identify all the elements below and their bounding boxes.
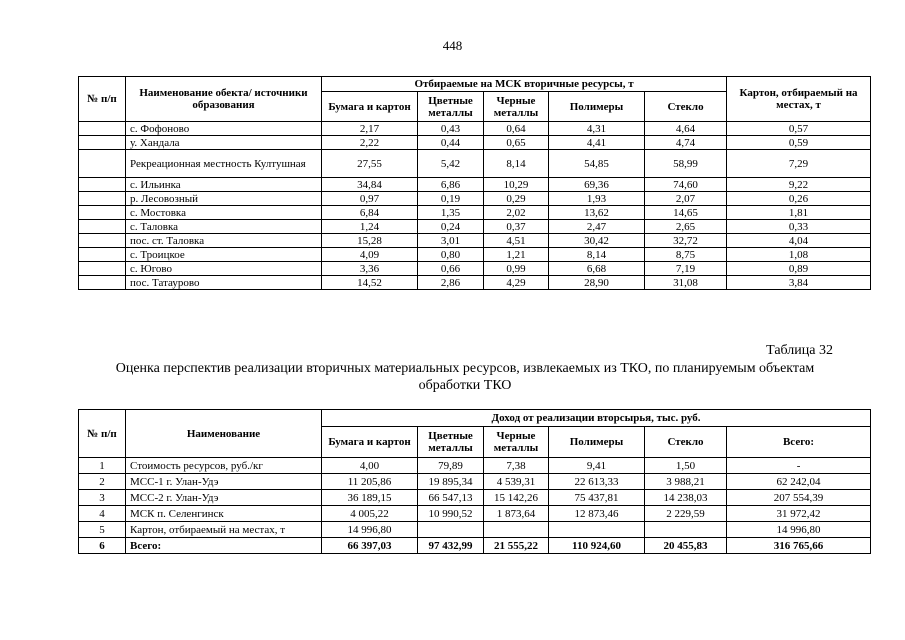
row-name-cell: р. Лесовозный <box>126 192 322 206</box>
value-cell: 0,89 <box>727 262 871 276</box>
value-cell: 31 972,42 <box>727 506 871 522</box>
value-cell: 4,31 <box>549 122 645 136</box>
sub-header: Бумага и картон <box>322 92 418 122</box>
value-cell: 0,64 <box>484 122 549 136</box>
value-cell: 0,99 <box>484 262 549 276</box>
value-cell: 207 554,39 <box>727 490 871 506</box>
value-cell: 0,37 <box>484 220 549 234</box>
value-cell: 4 005,22 <box>322 506 418 522</box>
value-cell: 3,84 <box>727 276 871 290</box>
value-cell: 34,84 <box>322 178 418 192</box>
value-cell: 8,14 <box>549 248 645 262</box>
value-cell: 10 990,52 <box>418 506 484 522</box>
value-cell: 66 397,03 <box>322 538 418 554</box>
value-cell: 2,02 <box>484 206 549 220</box>
row-name-cell: Всего: <box>126 538 322 554</box>
value-cell: 2 229,59 <box>645 506 727 522</box>
value-cell: 6,86 <box>418 178 484 192</box>
sub-header: Черные металлы <box>484 427 549 458</box>
row-name-cell: Стоимость ресурсов, руб./кг <box>126 458 322 474</box>
value-cell <box>645 522 727 538</box>
row-name-cell: с. Фофоново <box>126 122 322 136</box>
resources-table <box>78 76 871 290</box>
value-cell: 31,08 <box>645 276 727 290</box>
cardboard-header: Картон, отбираемый на местах, т <box>727 77 871 122</box>
row-num-cell <box>79 234 126 248</box>
value-cell <box>549 522 645 538</box>
row-name-cell: с. Мостовка <box>126 206 322 220</box>
row-num-cell <box>79 122 126 136</box>
value-cell: 4,29 <box>484 276 549 290</box>
row-name-cell: МСС-1 г. Улан-Удэ <box>126 474 322 490</box>
row-name-cell: МСС-2 г. Улан-Удэ <box>126 490 322 506</box>
value-cell: 4,51 <box>484 234 549 248</box>
group-header: Отбираемые на МСК вторичные ресурсы, т <box>322 77 727 92</box>
value-cell: 13,62 <box>549 206 645 220</box>
value-cell: 5,42 <box>418 150 484 178</box>
table-row <box>79 248 871 262</box>
sub-header: Цветные металлы <box>418 427 484 458</box>
row-name-cell: с. Югово <box>126 262 322 276</box>
value-cell: 6,84 <box>322 206 418 220</box>
value-cell: 110 924,60 <box>549 538 645 554</box>
value-cell: 9,22 <box>727 178 871 192</box>
row-name-cell: с. Троицкое <box>126 248 322 262</box>
value-cell: 2,86 <box>418 276 484 290</box>
row-num-cell: 1 <box>79 458 126 474</box>
value-cell: 69,36 <box>549 178 645 192</box>
sub-header: Стекло <box>645 427 727 458</box>
row-num-cell <box>79 136 126 150</box>
value-cell: 0,33 <box>727 220 871 234</box>
value-cell: 1 873,64 <box>484 506 549 522</box>
row-num-cell <box>79 192 126 206</box>
value-cell: 14 238,03 <box>645 490 727 506</box>
value-cell: - <box>727 458 871 474</box>
value-cell: 0,19 <box>418 192 484 206</box>
row-num-cell <box>79 220 126 234</box>
row-name-cell: пос. Татаурово <box>126 276 322 290</box>
table-row <box>79 458 871 474</box>
value-cell: 20 455,83 <box>645 538 727 554</box>
value-cell: 0,57 <box>727 122 871 136</box>
value-cell: 21 555,22 <box>484 538 549 554</box>
sub-header: Полимеры <box>549 427 645 458</box>
value-cell: 28,90 <box>549 276 645 290</box>
group-header: Доход от реализации вторсырья, тыс. руб. <box>322 410 871 427</box>
col-num-header: № п/п <box>79 410 126 458</box>
value-cell: 2,07 <box>645 192 727 206</box>
value-cell: 54,85 <box>549 150 645 178</box>
row-num-cell: 5 <box>79 522 126 538</box>
row-num-cell: 4 <box>79 506 126 522</box>
value-cell: 36 189,15 <box>322 490 418 506</box>
value-cell: 1,93 <box>549 192 645 206</box>
table-row <box>79 522 871 538</box>
table-row <box>79 192 871 206</box>
table-row <box>79 506 871 522</box>
value-cell: 0,26 <box>727 192 871 206</box>
row-name-cell: пос. ст. Таловка <box>126 234 322 248</box>
value-cell: 7,38 <box>484 458 549 474</box>
value-cell: 1,35 <box>418 206 484 220</box>
table-row <box>79 178 871 192</box>
table-row <box>79 220 871 234</box>
value-cell: 1,81 <box>727 206 871 220</box>
value-cell: 14,52 <box>322 276 418 290</box>
value-cell: 0,59 <box>727 136 871 150</box>
revenue-table <box>78 409 871 554</box>
row-num-cell <box>79 206 126 220</box>
value-cell: 0,29 <box>484 192 549 206</box>
value-cell: 15,28 <box>322 234 418 248</box>
value-cell: 2,17 <box>322 122 418 136</box>
value-cell: 4,04 <box>727 234 871 248</box>
value-cell: 62 242,04 <box>727 474 871 490</box>
row-name-cell: МСК п. Селенгинск <box>126 506 322 522</box>
value-cell: 97 432,99 <box>418 538 484 554</box>
value-cell: 8,75 <box>645 248 727 262</box>
table-row <box>79 474 871 490</box>
value-cell: 1,21 <box>484 248 549 262</box>
sub-header: Стекло <box>645 92 727 122</box>
row-num-cell <box>79 150 126 178</box>
row-num-cell <box>79 248 126 262</box>
page-number: 448 <box>442 38 463 53</box>
value-cell: 14 996,80 <box>322 522 418 538</box>
col-num-header: № п/п <box>79 77 126 122</box>
value-cell: 4,09 <box>322 248 418 262</box>
table-label: Таблица 32 <box>766 343 833 358</box>
row-num-cell <box>79 178 126 192</box>
value-cell: 2,47 <box>549 220 645 234</box>
row-name-cell: у. Хандала <box>126 136 322 150</box>
value-cell: 10,29 <box>484 178 549 192</box>
sub-header: Всего: <box>727 427 871 458</box>
value-cell: 32,72 <box>645 234 727 248</box>
col-name-header: Наименование обекта/ источники образования <box>126 77 322 122</box>
value-cell: 4,00 <box>322 458 418 474</box>
value-cell: 4 539,31 <box>484 474 549 490</box>
sub-header: Черные металлы <box>484 92 549 122</box>
value-cell: 0,66 <box>418 262 484 276</box>
value-cell: 12 873,46 <box>549 506 645 522</box>
value-cell: 15 142,26 <box>484 490 549 506</box>
sub-header: Цветные металлы <box>418 92 484 122</box>
value-cell: 0,44 <box>418 136 484 150</box>
value-cell: 74,60 <box>645 178 727 192</box>
value-cell: 0,97 <box>322 192 418 206</box>
value-cell: 1,08 <box>727 248 871 262</box>
row-name-cell: Рекреационная местность Култушная <box>126 150 322 178</box>
row-num-cell: 3 <box>79 490 126 506</box>
value-cell: 0,65 <box>484 136 549 150</box>
row-name-cell: с. Ильинка <box>126 178 322 192</box>
value-cell: 75 437,81 <box>549 490 645 506</box>
value-cell: 79,89 <box>418 458 484 474</box>
value-cell: 27,55 <box>322 150 418 178</box>
value-cell: 4,41 <box>549 136 645 150</box>
value-cell: 3,01 <box>418 234 484 248</box>
value-cell: 0,24 <box>418 220 484 234</box>
value-cell: 2,65 <box>645 220 727 234</box>
value-cell: 6,68 <box>549 262 645 276</box>
table-row <box>79 206 871 220</box>
value-cell: 7,29 <box>727 150 871 178</box>
row-num-cell: 2 <box>79 474 126 490</box>
row-num-cell <box>79 262 126 276</box>
row-num-cell <box>79 276 126 290</box>
value-cell: 4,74 <box>645 136 727 150</box>
value-cell: 30,42 <box>549 234 645 248</box>
value-cell: 66 547,13 <box>418 490 484 506</box>
table-row <box>79 234 871 248</box>
table-row <box>79 122 871 136</box>
value-cell: 0,43 <box>418 122 484 136</box>
value-cell: 2,22 <box>322 136 418 150</box>
value-cell: 7,19 <box>645 262 727 276</box>
value-cell: 14,65 <box>645 206 727 220</box>
value-cell: 8,14 <box>484 150 549 178</box>
table-row <box>79 490 871 506</box>
row-name-cell: с. Таловка <box>126 220 322 234</box>
col-name-header: Наименование <box>126 410 322 458</box>
value-cell <box>484 522 549 538</box>
row-num-cell: 6 <box>79 538 126 554</box>
value-cell: 316 765,66 <box>727 538 871 554</box>
table-row <box>79 262 871 276</box>
row-name-cell: Картон, отбираемый на местах, т <box>126 522 322 538</box>
value-cell: 58,99 <box>645 150 727 178</box>
table-row <box>79 136 871 150</box>
value-cell: 11 205,86 <box>322 474 418 490</box>
value-cell <box>418 522 484 538</box>
table-row <box>79 150 871 178</box>
value-cell: 19 895,34 <box>418 474 484 490</box>
value-cell: 1,50 <box>645 458 727 474</box>
value-cell: 3 988,21 <box>645 474 727 490</box>
table-row <box>79 538 871 554</box>
value-cell: 3,36 <box>322 262 418 276</box>
value-cell: 9,41 <box>549 458 645 474</box>
value-cell: 1,24 <box>322 220 418 234</box>
value-cell: 4,64 <box>645 122 727 136</box>
value-cell: 22 613,33 <box>549 474 645 490</box>
value-cell: 14 996,80 <box>727 522 871 538</box>
table-title: Оценка перспектив реализации вторичных материальных ресурсов, извлекаемых из ТКО, по планируемым объектам обработки ТКО <box>115 361 815 393</box>
value-cell: 0,80 <box>418 248 484 262</box>
table-row <box>79 276 871 290</box>
sub-header: Бумага и картон <box>322 427 418 458</box>
sub-header: Полимеры <box>549 92 645 122</box>
